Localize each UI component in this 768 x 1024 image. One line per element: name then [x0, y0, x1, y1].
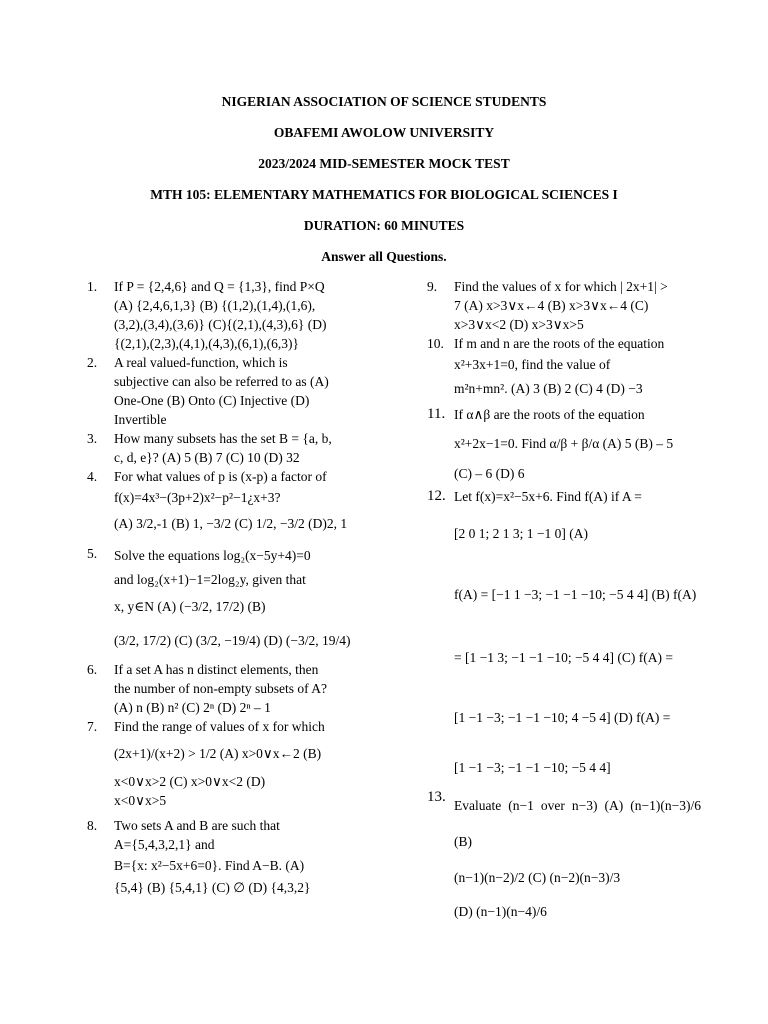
question-line: 7 (A) x>3∨x←4 (B) x>3∨x←4 (C)	[454, 298, 649, 313]
question-number: 11.	[427, 406, 446, 422]
question-line: One-One (B) Onto (C) Injective (D)	[114, 393, 310, 408]
question-number: 7.	[87, 719, 98, 734]
question-line: x²+3x+1=0, find the value of	[454, 357, 611, 372]
question-line: {(2,1),(2,3),(4,1),(4,3),(6,1),(6,3)}	[114, 336, 300, 351]
right-column	[427, 277, 701, 928]
question-line: f(A) = [−1 1 −3; −1 −1 −10; −5 4 4] (B) f(A)	[454, 587, 697, 602]
question-line: Find the values of x for which | 2x+1| >	[454, 279, 668, 294]
question-line: Find the range of values of x for which	[114, 719, 325, 734]
question-line: (D) (n−1)(n−4)/6	[454, 904, 547, 919]
question-line: [1 −1 −3; −1 −1 −10; −5 4 4]	[454, 760, 611, 775]
question-line: A={5,4,3,2,1} and	[114, 837, 215, 852]
question-line: and log₂(x+1)−1=2log₂y, given that	[114, 572, 306, 587]
question-line: (A) n (B) n² (C) 2ⁿ (D) 2ⁿ – 1	[114, 700, 271, 715]
association-title: NIGERIAN ASSOCIATION OF SCIENCE STUDENTS	[221, 94, 547, 109]
question-line: For what values of p is (x-p) a factor of	[114, 469, 327, 484]
question-line: = [1 −1 3; −1 −1 −10; −5 4 4] (C) f(A) =	[454, 650, 674, 665]
question-number: 4.	[87, 469, 98, 484]
question-line: (n−1)(n−2)/2 (C) (n−2)(n−3)/3	[454, 870, 621, 885]
question-line: c, d, e}? (A) 5 (B) 7 (C) 10 (D) 32	[114, 450, 300, 465]
question-line: (2x+1)/(x+2) > 1/2 (A) x>0∨x←2 (B)	[114, 746, 322, 761]
question-number: 6.	[87, 662, 98, 677]
question-line: (A) 3/2,-1 (B) 1, −3/2 (C) 1/2, −3/2 (D)2, 1	[114, 516, 348, 531]
question-7	[87, 717, 362, 810]
question-8	[87, 816, 362, 897]
question-line: Two sets A and B are such that	[114, 818, 280, 833]
question-number: 8.	[87, 818, 98, 833]
question-1	[87, 277, 362, 353]
question-line: (3,2),(3,4),(3,6)} (C){(2,1),(4,3),6} (D)	[114, 317, 327, 332]
question-line: Let f(x)=x²−5x+6. Find f(A) if A =	[454, 489, 642, 504]
session-title: 2023/2024 MID-SEMESTER MOCK TEST	[258, 156, 510, 171]
question-6	[87, 660, 362, 717]
university-title: OBAFEMI AWOLOW UNIVERSITY	[273, 125, 495, 140]
question-5	[87, 544, 362, 660]
left-column	[87, 277, 362, 897]
question-line: x²+2x−1=0. Find α/β + β/α (A) 5 (B) – 5	[454, 436, 674, 451]
question-line: Solve the equations log₂(x−5y+4)=0	[114, 548, 311, 563]
question-line: B={x: x²−5x+6=0}. Find A−B. (A)	[114, 858, 305, 873]
question-line: x<0∨x>5	[114, 793, 167, 808]
question-line: (A) {2,4,6,1,3} (B) {(1,2),(1,4),(1,6),	[114, 298, 316, 313]
question-number: 2.	[87, 355, 98, 370]
question-line: subjective can also be referred to as (A)	[114, 374, 329, 389]
question-9	[427, 277, 701, 334]
question-line: [1 −1 −3; −1 −1 −10; 4 −5 4] (D) f(A) =	[454, 710, 671, 725]
question-line: x, y∈N (A) (−3/2, 17/2) (B)	[114, 599, 266, 614]
question-11	[427, 405, 701, 483]
instruction: Answer all Questions.	[321, 249, 447, 264]
question-line: f(x)=4x³−(3p+2)x²−p²−1¿x+3?	[114, 490, 281, 505]
question-line: (3/2, 17/2) (C) (3/2, −19/4) (D) (−3/2, 19/4)	[114, 633, 351, 648]
question-line: (C) – 6 (D) 6	[454, 466, 525, 481]
question-line: If m and n are the roots of the equation	[454, 336, 665, 351]
question-line: Evaluate (n−1 over n−3) (A) (n−1)(n−3)/6 (B)	[454, 798, 701, 849]
question-number: 1.	[87, 279, 98, 294]
question-4	[87, 467, 362, 538]
question-line: x>3∨x<2 (D) x>3∨x>5	[454, 317, 584, 332]
question-3	[87, 429, 362, 467]
question-line: Invertible	[114, 412, 167, 427]
question-line: If P = {2,4,6} and Q = {1,3}, find P×Q	[114, 279, 325, 294]
question-line: m²n+mn². (A) 3 (B) 2 (C) 4 (D) −3	[454, 381, 643, 396]
question-number: 13.	[427, 789, 446, 805]
question-line: {5,4} (B) {5,4,1} (C) ∅ (D) {4,3,2}	[114, 880, 311, 895]
course-title: MTH 105: ELEMENTARY MATHEMATICS FOR BIOLOGICAL SCIENCES I	[150, 187, 618, 202]
question-13	[427, 788, 701, 928]
question-2	[87, 353, 362, 429]
question-number: 12.	[427, 488, 446, 504]
question-10	[427, 334, 701, 401]
question-line: If α∧β are the roots of the equation	[454, 407, 645, 422]
question-line: [2 0 1; 2 1 3; 1 −1 0] (A)	[454, 526, 588, 541]
question-line: A real valued-function, which is	[114, 355, 288, 370]
duration: DURATION: 60 MINUTES	[303, 218, 465, 233]
question-line: the number of non-empty subsets of A?	[114, 681, 327, 696]
question-number: 3.	[87, 431, 98, 446]
question-line: If a set A has n distinct elements, then	[114, 662, 319, 677]
question-number: 9.	[427, 279, 438, 294]
question-line: x<0∨x>2 (C) x>0∨x<2 (D)	[114, 774, 266, 789]
question-line: How many subsets has the set B = {a, b,	[114, 431, 332, 446]
question-number: 10.	[427, 336, 444, 351]
question-number: 5.	[87, 546, 98, 561]
question-12	[427, 487, 701, 788]
